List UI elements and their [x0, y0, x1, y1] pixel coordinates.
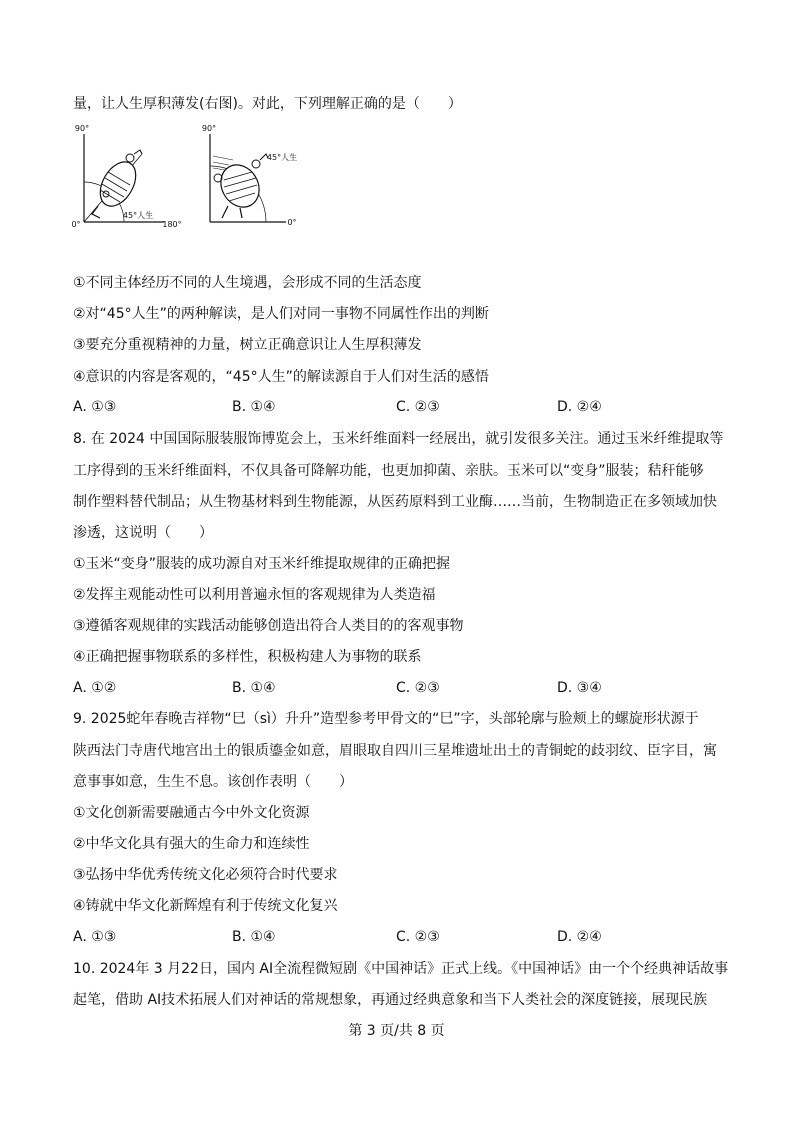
q7-statement-2: ②对“45°人生”的两种解读，是人们对同一事物不同属性作出的判断 [73, 306, 489, 322]
q9-statement-2: ②中华文化具有强大的生命力和连续性 [73, 836, 310, 852]
q9-option-c: C. ②③ [396, 929, 440, 945]
q8-stem-line-2: 工序得到的玉米纤维面料，不仅具备可降解功能，也更加抑菌、亲肤。玉米可以“变身”服装；秸秆能够 [73, 463, 704, 479]
q8-statement-4: ④正确把握事物联系的多样性，积极构建人为事物的联系 [73, 649, 422, 665]
q7-option-d: D. ②④ [557, 399, 602, 415]
q7-statement-3: ③要充分重视精神的力量，树立正确意识让人生厚积薄发 [73, 337, 422, 353]
q9-statement-1: ①文化创新需要融通古今中外文化资源 [73, 805, 310, 821]
q10-stem-line-2: 起笔，借助 AI技术拓展人们对神话的常规想象，再通过经典意象和当下人类社会的深度链接，展现民族 [73, 992, 708, 1008]
left-panel [71, 124, 181, 229]
q7-option-c: C. ②③ [396, 399, 440, 415]
q8-option-a: A. ①② [73, 680, 117, 696]
q9-stem-line-2: 陕西法门寺唐代地宫出土的银质鎏金如意，眉眼取自四川三星堆遗址出土的青铜蛇的歧羽纹、臣字目，寓 [73, 743, 717, 759]
q9-statement-4: ④铸就中华文化新辉煌有利于传统文化复兴 [73, 898, 338, 914]
left-character [93, 156, 143, 213]
q9-option-d: D. ②④ [557, 929, 602, 945]
right-label-45-life: 45°人生 [266, 153, 298, 162]
page-number-footer: 第 3 页/共 8 页 [348, 1023, 445, 1039]
q7-option-a: A. ①③ [73, 399, 117, 415]
left-label-90: 90° [74, 124, 90, 133]
q8-statement-1: ①玉米“变身”服装的成功源自对玉米纤维提取规律的正确把握 [73, 556, 451, 572]
q9-option-b: B. ①④ [232, 929, 276, 945]
left-label-0: 0° [71, 220, 81, 229]
q8-option-b: B. ①④ [232, 680, 276, 696]
q8-statement-3: ③遵循客观规律的实践活动能够创造出符合人类目的的客观事物 [73, 618, 464, 634]
right-label-90: 90° [201, 124, 217, 133]
q8-statement-2: ②发挥主观能动性可以利用普遍永恒的客观规律为人类造福 [73, 587, 436, 603]
q7-option-b: B. ①④ [232, 399, 276, 415]
right-panel [202, 124, 297, 227]
q9-statement-3: ③弘扬中华优秀传统文化必须符合时代要求 [73, 867, 338, 883]
q10-stem-line-1: 10. 2024年 3 月22日，国内 AI全流程微短剧《中国神话》正式上线。《中国神话》由一个个经典神话故事 [73, 961, 729, 977]
q7-stem-tail: 量，让人生厚积薄发(右图)。对此，下列理解正确的是（ ） [73, 96, 462, 112]
right-label-0: 0° [287, 218, 297, 227]
q7-statement-4: ④意识的内容是客观的，“45°人生”的解读源自于人们对生活的感悟 [73, 369, 489, 385]
45-degree-life-illustration [68, 122, 308, 234]
q7-statement-1: ①不同主体经历不同的人生境遇，会形成不同的生活态度 [73, 275, 422, 291]
q8-stem-line-4: 渗透，这说明（ ） [73, 525, 213, 541]
q8-stem-line-3: 制作塑料替代制品；从生物基材料到生物能源，从医药原料到工业酶……当前，生物制造正在多领域加快 [73, 494, 717, 510]
q9-option-a: A. ①③ [73, 929, 117, 945]
q9-stem-line-3: 意事事如意，生生不息。该创作表明（ ） [73, 774, 353, 790]
q8-option-c: C. ②③ [396, 680, 440, 696]
q8-option-d: D. ③④ [557, 680, 602, 696]
left-label-45-life: 45°人生 [122, 211, 154, 220]
left-label-180: 180° [162, 220, 182, 229]
q9-stem-line-1: 9. 2025蛇年春晚吉祥物“巳（sì）升升”造型参考甲骨文的“巳”字，头部轮廓与脸颊上的螺旋形状源于 [73, 711, 699, 727]
q8-stem-line-1: 8. 在 2024 中国国际服装服饰博览会上，玉米纤维面料一经展出，就引发很多关注。通过玉米纤维提取等 [73, 431, 724, 447]
